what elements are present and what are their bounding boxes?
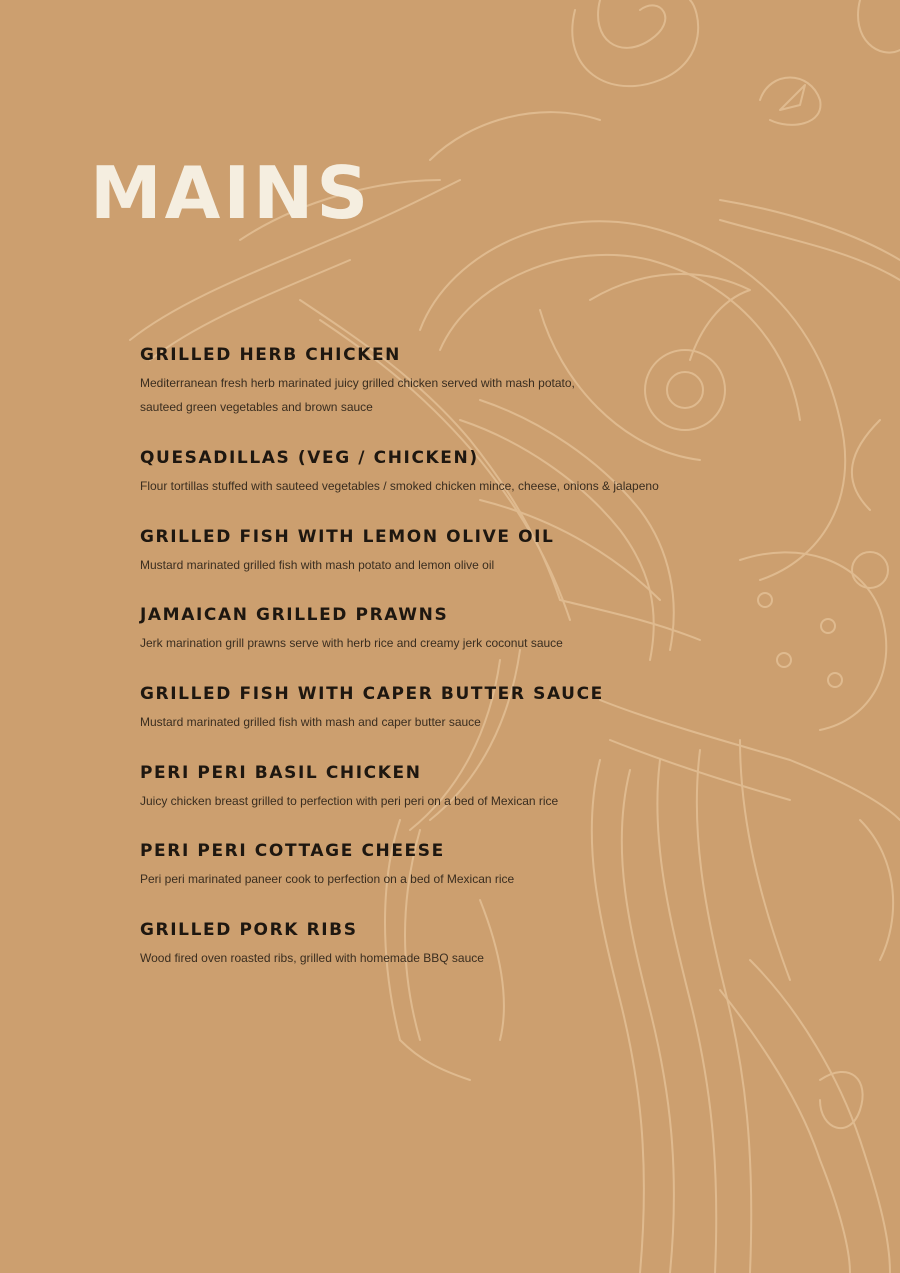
menu-item xyxy=(140,342,760,419)
menu-item xyxy=(140,681,760,734)
menu-item-name: GRILLED HERB CHICKEN xyxy=(140,345,402,365)
menu-item xyxy=(140,524,760,577)
menu-item-description-line: Flour tortillas stuffed with sauteed vegetables / smoked chicken mince, cheese, onions & jalapeno xyxy=(140,479,659,493)
menu-item-description xyxy=(140,553,760,577)
menu-item-description xyxy=(140,474,760,498)
menu-item xyxy=(140,602,760,655)
menu-item-description-line: Mustard marinated grilled fish with mash potato and lemon olive oil xyxy=(140,558,495,572)
menu-item xyxy=(140,760,760,813)
menu-item-name: GRILLED PORK RIBS xyxy=(140,920,358,940)
menu-item xyxy=(140,445,760,498)
menu-item xyxy=(140,838,760,891)
menu-item-description xyxy=(140,371,760,419)
menu-item xyxy=(140,917,760,970)
menu-item-description-line: Mustard marinated grilled fish with mash and caper butter sauce xyxy=(140,715,481,729)
menu-item-description xyxy=(140,946,760,970)
menu-item-description-line: Jerk marination grill prawns serve with herb rice and creamy jerk coconut sauce xyxy=(140,636,563,650)
menu-item-name: GRILLED FISH WITH LEMON OLIVE OIL xyxy=(140,527,555,547)
menu-item-description-line: Peri peri marinated paneer cook to perfection on a bed of Mexican rice xyxy=(140,872,515,886)
menu-item-name: JAMAICAN GRILLED PRAWNS xyxy=(140,605,449,625)
menu-item-name: PERI PERI COTTAGE CHEESE xyxy=(140,841,445,861)
menu-item-description-line: Juicy chicken breast grilled to perfection with peri peri on a bed of Mexican rice xyxy=(140,794,559,808)
menu-item-name: GRILLED FISH WITH CAPER BUTTER SAUCE xyxy=(140,684,604,704)
menu-item-name: PERI PERI BASIL CHICKEN xyxy=(140,763,422,783)
page-title: MAINS xyxy=(90,151,372,235)
menu-item-description xyxy=(140,867,760,891)
menu-item-description xyxy=(140,789,760,813)
menu-item-description-line: Mediterranean fresh herb marinated juicy grilled chicken served with mash potato, xyxy=(140,376,575,390)
menu-item-name: QUESADILLAS (VEG / CHICKEN) xyxy=(140,448,479,468)
menu-item-description-line: sauteed green vegetables and brown sauce xyxy=(140,400,373,414)
menu-item-description xyxy=(140,710,760,734)
menu-item-description xyxy=(140,631,760,655)
menu-item-description-line: Wood fired oven roasted ribs, grilled with homemade BBQ sauce xyxy=(140,951,484,965)
